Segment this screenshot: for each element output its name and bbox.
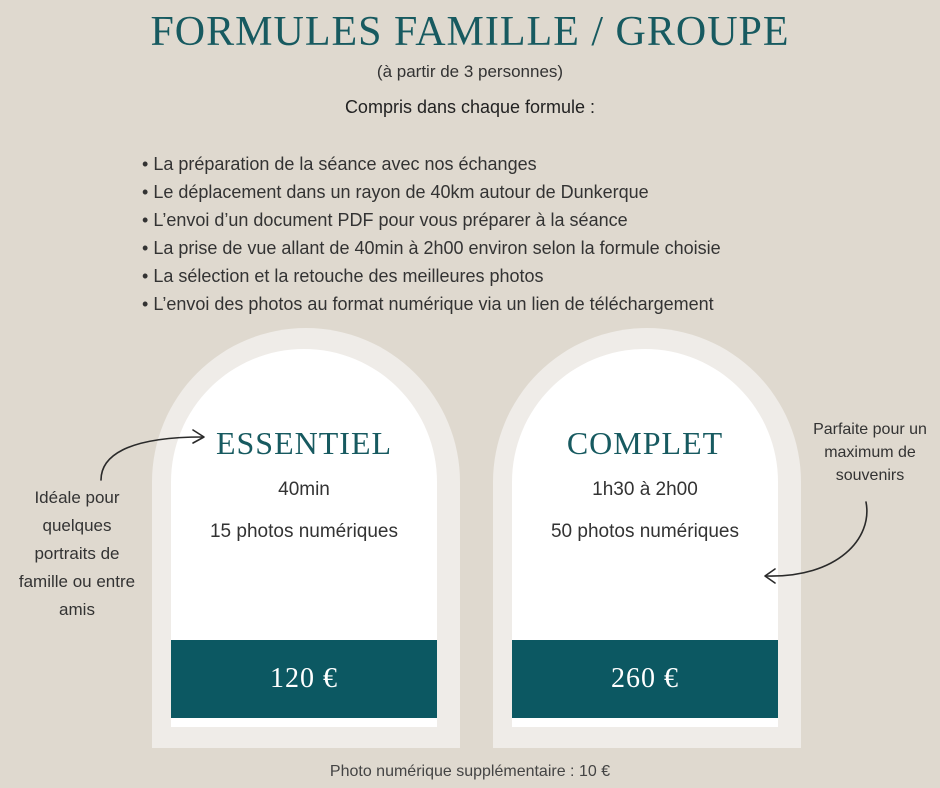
feature-item: • Le déplacement dans un rayon de 40km autour de Dunkerque bbox=[142, 178, 721, 206]
package-duration: 1h30 à 2h00 bbox=[592, 479, 698, 500]
note-complet: Parfaite pour un maximum de souvenirs bbox=[813, 421, 927, 484]
package-photos: 15 photos numériques bbox=[209, 521, 398, 542]
feature-item: • La préparation de la séance avec nos échanges bbox=[142, 150, 721, 178]
package-card-complet bbox=[493, 328, 801, 748]
package-photos: 50 photos numériques bbox=[550, 521, 739, 542]
features-list bbox=[142, 150, 721, 318]
price-bar bbox=[512, 640, 778, 718]
feature-item: • L’envoi des photos au format numérique via un lien de téléchargement bbox=[142, 290, 721, 318]
feature-item: • L’envoi d’un document PDF pour vous préparer à la séance bbox=[142, 206, 721, 234]
package-name: COMPLET bbox=[566, 425, 724, 461]
page-title: FORMULES FAMILLE / GROUPE bbox=[150, 9, 790, 55]
note-essentiel: Idéale pour quelques portraits de famille ou entre amis bbox=[18, 488, 136, 619]
package-price: 260 € bbox=[611, 663, 679, 694]
curved-arrow-right-icon bbox=[95, 425, 210, 485]
price-bar bbox=[171, 640, 437, 718]
package-card-inner bbox=[512, 349, 778, 727]
feature-item: • La sélection et la retouche des meilleures photos bbox=[142, 262, 721, 290]
package-card-inner bbox=[171, 349, 437, 727]
package-name: ESSENTIEL bbox=[215, 425, 393, 461]
package-card-essentiel bbox=[152, 328, 460, 748]
footer-note: Photo numérique supplémentaire : 10 € bbox=[329, 763, 611, 780]
curved-arrow-left-icon bbox=[758, 498, 873, 586]
included-heading: Compris dans chaque formule : bbox=[344, 97, 596, 117]
package-duration: 40min bbox=[278, 479, 330, 500]
page-subtitle: (à partir de 3 personnes) bbox=[376, 62, 564, 81]
feature-item: • La prise de vue allant de 40min à 2h00 environ selon la formule choisie bbox=[142, 234, 721, 262]
package-price: 120 € bbox=[270, 663, 338, 694]
